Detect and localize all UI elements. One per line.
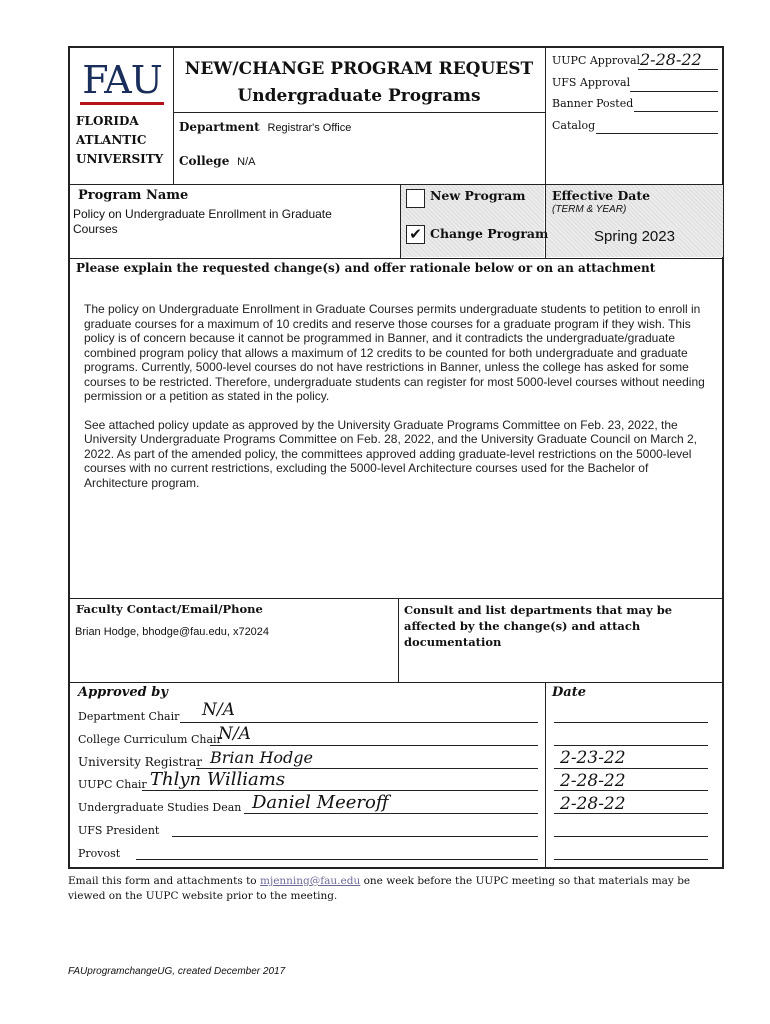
rationale-heading: Please explain the requested change(s) and offer rationale below or on an attachment: [76, 261, 656, 275]
new-program-label: New Program: [430, 188, 526, 203]
ufs-approval-label: UFS Approval: [552, 76, 631, 89]
department-value[interactable]: Registrar's Office: [267, 122, 352, 134]
catalog-label: Catalog: [552, 119, 596, 132]
signature[interactable]: Brian Hodge: [210, 748, 313, 767]
program-request-form: FAU FLORIDA ATLANTIC UNIVERSITY NEW/CHANGE PROGRAM REQUEST Undergraduate Programs Department Registrar's Office College N/A UUPC Approval 2-28-22 UFS Approval Banner Posted Catalog Program Name Policy on Undergraduate Enrollment in Graduate Courses New Program ✔ Change Program Effective Date (TERM & YEAR) Spring 2023 Please explain the requested change(s) and offer rationale below or on an attachment The policy on Undergraduate Enrollment in Graduate Courses permits undergraduate students to petition to enroll in graduate courses for a maximum of 10 credits and reserve those courses for a graduate program if they wish. This policy is of concern because it cannot be programmed in Banner, and it contradicts the undergraduate/graduate combined program policy that allows a maximum of 12 credits to be counted for both undergraduate and graduate programs. Currently, 5000-level courses do not have restrictions in Banner, unless the college has asked for some courses to be restricted. Therefore, undergraduate students can register for most 5000-level courses without needing permission or a petition as stated in the policy. See attached policy update as approved by the University Graduate Programs Committee on Feb. 23, 2022, the University Undergraduate Programs Committee on Feb. 28, 2022, and the University Graduate Council on March 2, 2022. As part of the amended policy, the committees approved adding graduate-level restrictions on the 5000-level courses with no current restrictions, excluding the 5000-level Architecture courses used for the Bachelor of Architecture program. Faculty Contact/Email/Phone Brian Hodge, bhodge@fau.edu, x72024 Consult and list departments that may be affected by the change(s) and attach documentation Approved by Date Department Chair N/A College Curriculum Chair N/A University Registrar Brian Hodge 2-23-22 UUPC Chair Thlyn Williams 2-28-22 Undergraduate Studies Dean Daniel Meeroff 2-28-22 UFS President Provost: [68, 46, 724, 869]
footer-instructions: Email this form and attachments to mjenning@fau.edu one week before the UUPC meeting so that materials may be viewed on the UUPC website prior to the meeting.: [68, 875, 691, 902]
fau-logo-text: FAU: [82, 58, 162, 102]
form-title: NEW/CHANGE PROGRAM REQUEST Undergraduate Programs: [184, 59, 534, 106]
signature[interactable]: Daniel Meeroff: [252, 792, 389, 813]
department-row: Department Registrar's Office: [179, 120, 352, 134]
signature[interactable]: Thlyn Williams: [150, 769, 286, 790]
uupc-approval-label: UUPC Approval: [552, 54, 641, 67]
signature-date[interactable]: 2-23-22: [560, 748, 626, 768]
signature-date[interactable]: 2-28-22: [560, 794, 626, 814]
signature-date[interactable]: 2-28-22: [560, 771, 626, 791]
banner-posted-label: Banner Posted: [552, 97, 634, 110]
approved-by-label: Approved by: [78, 685, 168, 700]
rationale-paragraph-2: See attached policy update as approved by the University Graduate Programs Committee on Feb. 23, 2022, the University Undergraduate Programs Committee on Feb. 28, 2022, and the University Graduate Council on March 2, 2022. As part of the amended policy, the committees approved adding graduate-level restrictions on the 5000-level courses with no current restrictions, excluding the 5000-level Architecture courses used for the Bachelor of Architecture program.: [84, 417, 697, 490]
change-program-label: Change Program: [430, 226, 549, 241]
date-label: Date: [552, 685, 586, 700]
change-program-checkbox[interactable]: ✔: [406, 225, 425, 244]
fau-logo: [76, 60, 168, 106]
college-value[interactable]: N/A: [237, 156, 256, 168]
rationale-text[interactable]: [84, 302, 712, 490]
rationale-paragraph-1: The policy on Undergraduate Enrollment in Graduate Courses permits undergraduate students to petition to enroll in graduate courses for a maximum of 10 credits and reserve those courses for a graduate program if they wish. This policy is of concern because it cannot be programmed in Banner, and it contradicts the undergraduate/graduate combined program policy that allows a maximum of 12 credits to be counted for both undergraduate and graduate programs. Currently, 5000-level courses do not have restrictions in Banner, unless the college has asked for some courses to be restricted. Therefore, undergraduate students can register for most 5000-level courses without needing permission or a petition as stated in the policy.: [84, 302, 705, 403]
program-name-label: Program Name: [78, 188, 189, 203]
signature[interactable]: N/A: [218, 724, 251, 744]
faculty-contact-value[interactable]: Brian Hodge, bhodge@fau.edu, x72024: [75, 626, 270, 638]
faculty-contact-label: Faculty Contact/Email/Phone: [76, 602, 263, 616]
effective-date-label: Effective Date: [552, 188, 651, 203]
effective-date-value[interactable]: Spring 2023: [594, 228, 675, 245]
program-name-value[interactable]: Policy on Undergraduate Enrollment in Graduate Courses: [73, 207, 332, 236]
new-program-checkbox[interactable]: [406, 189, 425, 208]
signature[interactable]: N/A: [202, 700, 235, 720]
uupc-approval-value[interactable]: 2-28-22: [640, 50, 702, 69]
form-id: FAUprogramchangeUG, created December 2017: [68, 966, 286, 977]
college-row: College N/A: [179, 154, 256, 168]
effective-date-sub: (TERM & YEAR): [552, 204, 627, 215]
email-link[interactable]: mjenning@fau.edu: [259, 875, 361, 887]
university-name: FLORIDA ATLANTIC UNIVERSITY: [76, 114, 164, 166]
consult-label: Consult and list departments that may be affected by the change(s) and attach documentation: [404, 603, 673, 649]
